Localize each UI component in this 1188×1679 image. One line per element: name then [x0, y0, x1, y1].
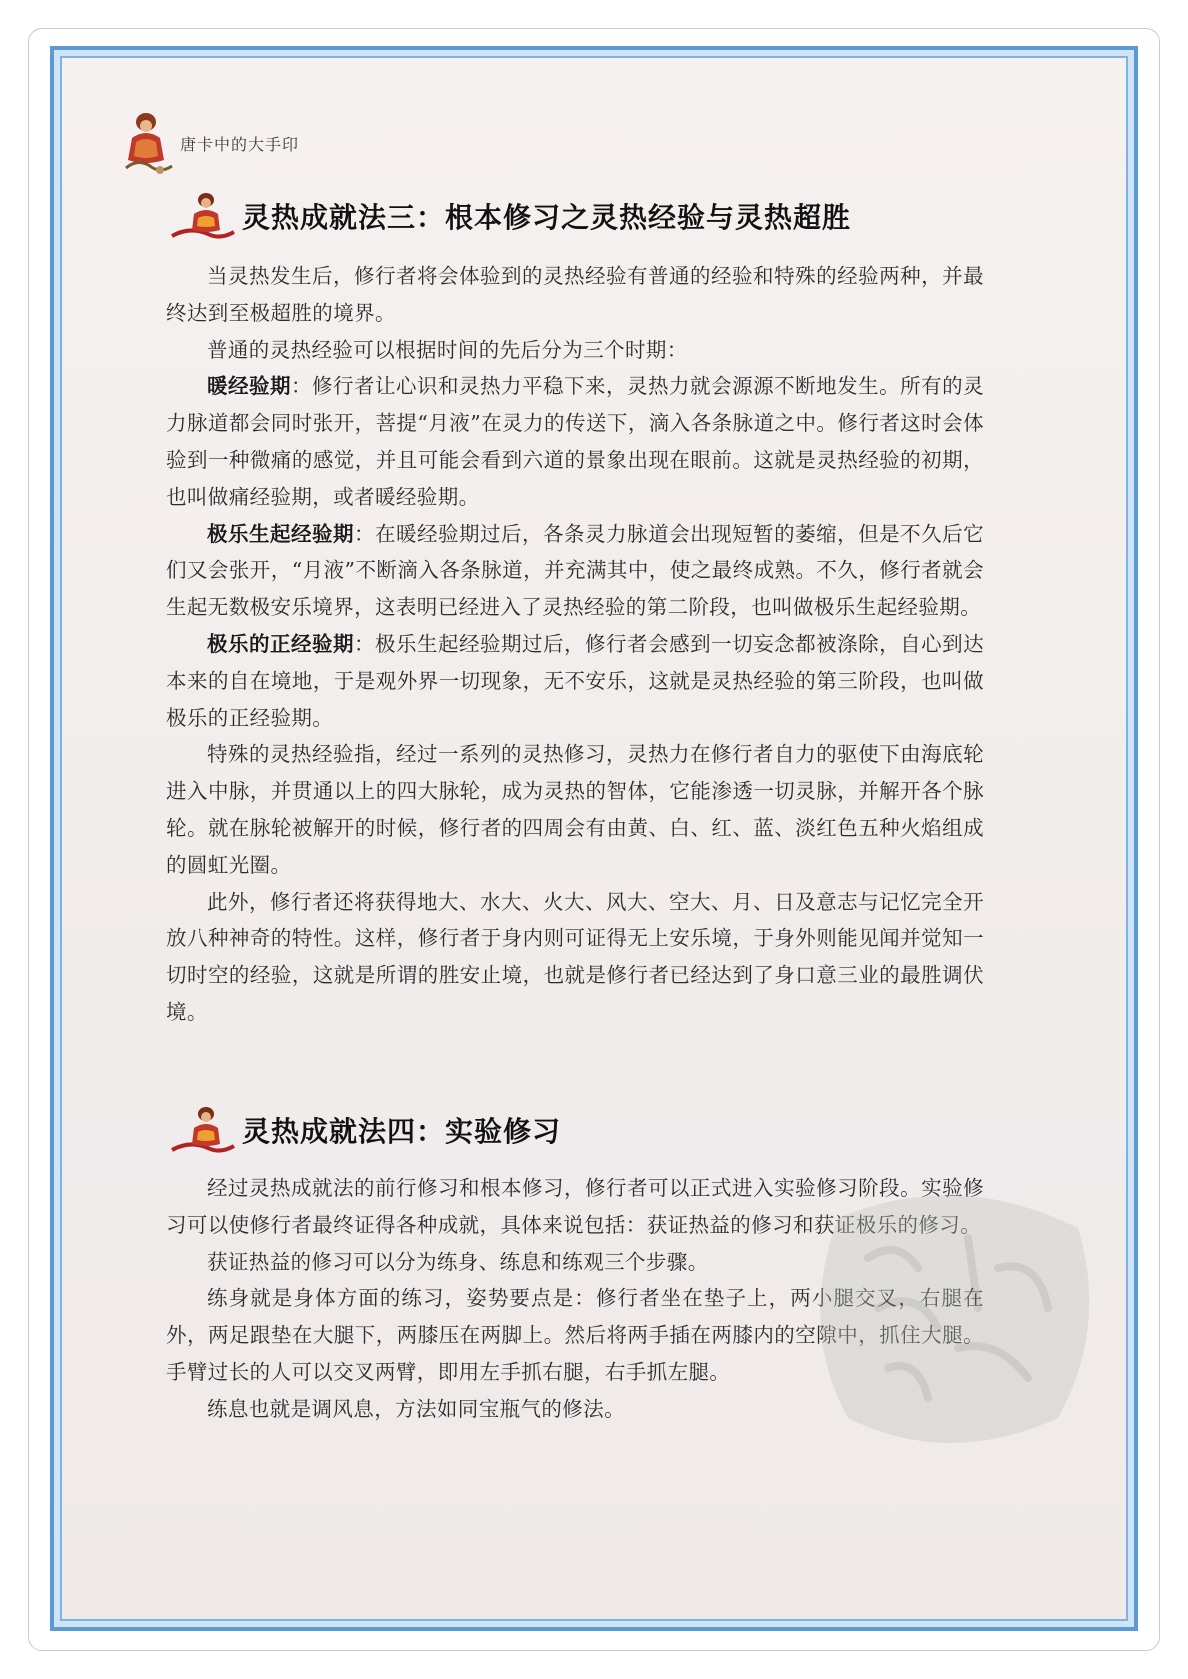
paragraph-text: 练息也就是调风息，方法如同宝瓶气的修法。: [207, 1396, 625, 1421]
paragraph-text: 普通的灵热经验可以根据时间的先后分为三个时期：: [207, 337, 688, 362]
paragraph-term: 极乐的正经验期: [207, 631, 355, 656]
paragraph-term: 极乐生起经验期: [207, 521, 355, 546]
paragraph-text: 此外，修行者还将获得地大、水大、火大、风大、空大、月、日及意志与记忆完全开放八种神奇的特性。这样，修行者于身内则可证得无上安乐境，于身外则能见闻并觉知一切时空的经验，这就是所谓的胜安止境，也就是修行者已经达到了身口意三业的最胜调伏境。: [166, 889, 984, 1024]
page-frame-inner: [60, 56, 1128, 1621]
paragraph-text: 特殊的灵热经验指，经过一系列的灵热修习，灵热力在修行者自力的驱使下由海底轮进入中脉，并贯通以上的四大脉轮，成为灵热的智体，它能渗透一切灵脉，并解开各个脉轮。就在脉轮被解开的时候，修行者的四周会有由黄、白、红、蓝、淡红色五种火焰组成的圆虹光圈。: [166, 742, 984, 877]
paragraph-text: 获证热益的修习可以分为练身、练息和练观三个步骤。: [207, 1249, 709, 1274]
page-frame: [50, 46, 1138, 1631]
thangka-figure-icon: [120, 108, 176, 178]
section-body-1: [166, 258, 984, 1031]
paragraph-text: 当灵热发生后，修行者将会体验到的灵热经验有普通的经验和特殊的经验两种，并最终达到至极超胜的境界。: [166, 264, 984, 325]
section-heading-icon: [170, 1102, 236, 1158]
section-heading-icon: [170, 188, 236, 244]
paragraph-text: ：修行者让心识和灵热力平稳下来，灵热力就会源源不断地发生。所有的灵力脉道都会同时张开，菩提“月液”在灵力的传送下，滴入各条脉道之中。修行者这时会体验到一种微痛的感觉，并且可能会看到六道的景象出现在眼前。这就是灵热经验的初期，也叫做痛经验期，或者暖经验期。: [166, 374, 984, 509]
paragraph-text: 经过灵热成就法的前行修习和根本修习，修行者可以正式进入实验修习阶段。实验修习可以使修行者最终证得各种成就，具体来说包括：获证热益的修习和获证极乐的修习。: [166, 1176, 984, 1237]
section-heading-1: [170, 188, 1070, 244]
section-heading-text: 灵热成就法四：实验修习: [242, 1115, 562, 1148]
paragraph: [166, 258, 984, 332]
paragraph: [166, 626, 984, 736]
paragraph: [166, 368, 984, 515]
paragraph: [166, 516, 984, 626]
running-head-title: 唐卡中的大手印: [180, 135, 300, 154]
paragraph: [166, 884, 984, 1031]
book-page: [62, 58, 1126, 1619]
paragraph-term: 暖经验期: [207, 374, 292, 399]
paragraph-text: 练身就是身体方面的练习，姿势要点是：修行者坐在垫子上，两小腿交叉，右腿在外，两足跟垫在大腿下，两膝压在两脚上。然后将两手插在两膝内的空隙中，抓住大腿。手臂过长的人可以交叉两臂，即用左手抓右腿，右手抓左腿。: [166, 1286, 984, 1384]
paragraph: [166, 332, 984, 369]
paragraph-text: ：极乐生起经验期过后，修行者会感到一切妄念都被涤除，自心到达本来的自在境地，于是观外界一切现象，无不安乐，这就是灵热经验的第三阶段，也叫做极乐的正经验期。: [166, 631, 984, 730]
section-heading-text: 灵热成就法三：根本修习之灵热经验与灵热超胜: [242, 201, 852, 234]
section-heading-2: [170, 1102, 1070, 1158]
seal-watermark: [808, 1178, 1098, 1448]
paragraph: [166, 736, 984, 883]
paragraph-text: ：在暖经验期过后，各条灵力脉道会出现短暂的萎缩，但是不久后它们又会张开，“月液”不断滴入各条脉道，并充满其中，使之最终成熟。不久，修行者就会生起无数极安乐境界，这表明已经进入了灵热经验的第二阶段，也叫做极乐生起经验期。: [166, 521, 984, 620]
